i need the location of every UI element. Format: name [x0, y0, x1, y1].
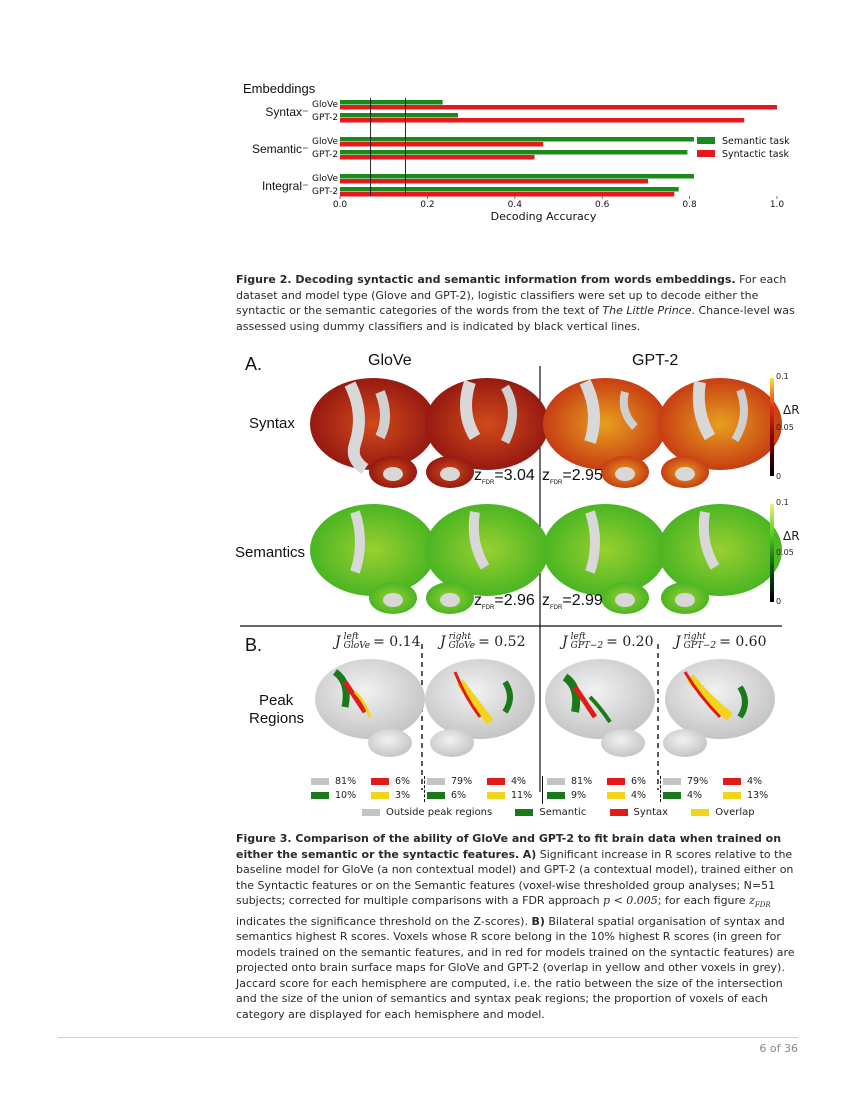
colorbar-syntax-label: ΔR: [783, 403, 800, 417]
z-syntax-gpt2: $z_{FDR}=2.95$: [542, 467, 603, 487]
x-tick-label: 0.4: [507, 200, 522, 210]
model-label: GPT-2: [312, 113, 339, 123]
bar-integral-glove-syntactic: [340, 179, 648, 184]
column-title-gpt2: GPT-2: [632, 352, 679, 369]
group-label-semantic: Semantic: [251, 142, 302, 156]
colorbar-semantics: [770, 504, 774, 602]
proportions-glove-left: 81% 6% 10% 3%: [311, 776, 421, 801]
jaccard-gpt2-left: J left GPT−2 = 0.20: [562, 632, 654, 651]
panel-a-label: A.: [245, 354, 263, 374]
legend-outside: Outside peak regions: [386, 807, 493, 818]
footer-rule: [58, 1037, 798, 1038]
colorbar-syntax: [770, 378, 774, 476]
bar-syntax-glove-semantic: [340, 100, 443, 105]
legend-syntax: Syntax: [633, 807, 669, 818]
colorbar-syntax-tick-mid: 0.05: [776, 423, 794, 432]
brain-syntax-gpt2-right: [658, 378, 782, 470]
brain-syntax-glove-medial: [369, 456, 474, 488]
z-syntax-glove: $z_{FDR}=3.04$: [474, 467, 535, 487]
colorbar-semantics-tick-max: 0.1: [776, 498, 789, 507]
group-label-syntax: Syntax: [265, 105, 302, 119]
bar-syntax-gpt2-syntactic: [340, 118, 744, 123]
bar-integral-gpt2-syntactic: [340, 192, 674, 197]
proportions-gpt2-right: 79% 4% 4% 13%: [663, 776, 783, 801]
figure3-caption-a-text3: indicates the significance threshold on the Z-scores).: [236, 914, 532, 928]
figure3-caption-zfdr: $z_{FDR}$: [749, 894, 771, 910]
bar-integral-glove-semantic: [340, 174, 694, 179]
x-tick-label: 0.2: [420, 200, 435, 210]
figure3-graphic: [230, 352, 810, 822]
group-label-integral: Integral: [261, 179, 302, 193]
jaccard-gpt2-right: J right GPT−2 = 0.60: [675, 632, 767, 651]
figure2-caption-text: For each dataset and model type (Glove and GPT-2), logistic classifiers were set up to decode either the syntactic or the semantic categories of the words from the text of: [236, 273, 787, 317]
bar-integral-gpt2-semantic: [340, 187, 679, 192]
model-label: GPT-2: [312, 150, 339, 160]
figure3-caption-b-label: B): [531, 914, 545, 928]
brain-syntax-gpt2-left: [543, 378, 667, 470]
figure3-legend: [362, 807, 792, 818]
legend-swatch-semantic: [697, 137, 715, 144]
bar-semantic-gpt2-semantic: [340, 150, 687, 155]
brain-syntax-gpt2-medial: [601, 456, 709, 488]
model-label: GPT-2: [312, 187, 339, 197]
figure3-caption-title: Figure 3. Comparison of the ability of GloVe and GPT-2 to fit brain data when trained on either the semantic or the syntactic features.: [236, 832, 782, 861]
figure2-caption: [236, 272, 796, 334]
row-label-peak: Peak: [259, 692, 294, 709]
figure3-caption: [236, 831, 798, 1022]
figure3-caption-a-label: A): [522, 847, 537, 861]
jaccard-glove-left: J left GloVe = 0.14: [335, 632, 421, 651]
colorbar-semantics-tick-min: 0: [776, 597, 782, 606]
model-label: GloVe: [312, 174, 338, 184]
x-tick-label: 0.0: [332, 200, 348, 210]
x-axis-label: Decoding Accuracy: [490, 210, 597, 223]
legend-overlap: Overlap: [715, 807, 755, 818]
colorbar-syntax-tick-max: 0.1: [776, 372, 789, 381]
legend-semantic: Semantic: [539, 807, 587, 818]
legend-swatch-syntactic: [697, 150, 715, 157]
model-label: GloVe: [312, 100, 338, 110]
colorbar-syntax-tick-min: 0: [776, 472, 782, 481]
figure2-chart: [240, 78, 800, 228]
z-semantics-gpt2: $z_{FDR}=2.99$: [542, 592, 603, 612]
figure3-caption-a-text2: ; for each figure: [657, 894, 750, 907]
z-semantics-glove: $z_{FDR}=2.96$: [474, 592, 535, 612]
figure3-caption-b-text: Bilateral spatial organisation of syntax and semantics highest R scores. Voxels whose R score belong in the 10% highest R scores (in green for models trained on the semantic features, and in red for models trained on the syntactic features) are projected onto brain surface maps for GloVe and GPT-2 (overlap in yellow and other voxels in grey). Jaccard score for each hemisphere are computed, i.e. the ratio between the size of the intersection and the size of the union of semantics and syntax peak regions; the proportion of voxels of each category are displayed for each hemisphere and model.: [236, 914, 795, 1021]
page-number: 6 of 36: [759, 1042, 798, 1055]
figure3-caption-a-text: Significant increase in R scores relative to the baseline model for GloVe (a non contextual model) and GPT-2 (a contextual model), trained either on the Syntactic features or on the Semantic features (voxel-wise thresholded group analyses; N=51 subjects; corrected for multiple comparisons with a FDR approach: [236, 847, 794, 907]
row-label-semantics: Semantics: [235, 544, 306, 561]
row-label-syntax: Syntax: [249, 415, 295, 432]
figure2-caption-book: The Little Prince: [602, 304, 692, 317]
x-tick-label: 0.8: [682, 200, 697, 210]
bar-semantic-glove-semantic: [340, 137, 694, 142]
model-label: GloVe: [312, 137, 338, 147]
colorbar-semantics-label: ΔR: [783, 529, 800, 543]
colorbar-semantics-tick-mid: 0.05: [776, 548, 794, 557]
figure2-caption-text-end: . Chance-level was assessed using dummy classifiers and is indicated by black vertical lines.: [236, 304, 795, 333]
brain-syntax-glove-left: [310, 378, 436, 470]
figure3-caption-p: p < 0.005: [603, 894, 658, 907]
x-tick-label: 1.0: [769, 200, 785, 210]
chart-title: Embeddings: [243, 81, 316, 96]
legend-label-syntactic: Syntactic task: [722, 149, 790, 160]
proportions-gpt2-left: 81% 6% 9% 4%: [547, 776, 657, 801]
x-tick-label: 0.6: [595, 200, 610, 210]
bar-syntax-gpt2-semantic: [340, 113, 458, 118]
panel-b-label: B.: [245, 635, 263, 655]
brain-peak-regions: [315, 659, 775, 757]
proportions-glove-right: 79% 4% 6% 11%: [427, 776, 537, 801]
figure2-caption-title: Figure 2. Decoding syntactic and semantic information from words embeddings.: [236, 273, 736, 286]
bar-semantic-gpt2-syntactic: [340, 155, 534, 160]
brain-syntax-glove-right: [425, 378, 549, 470]
jaccard-glove-right: J right GloVe = 0.52: [440, 632, 526, 651]
row-label-regions: Regions: [249, 710, 305, 727]
column-title-glove: GloVe: [368, 352, 412, 369]
legend-label-semantic: Semantic task: [722, 136, 790, 147]
